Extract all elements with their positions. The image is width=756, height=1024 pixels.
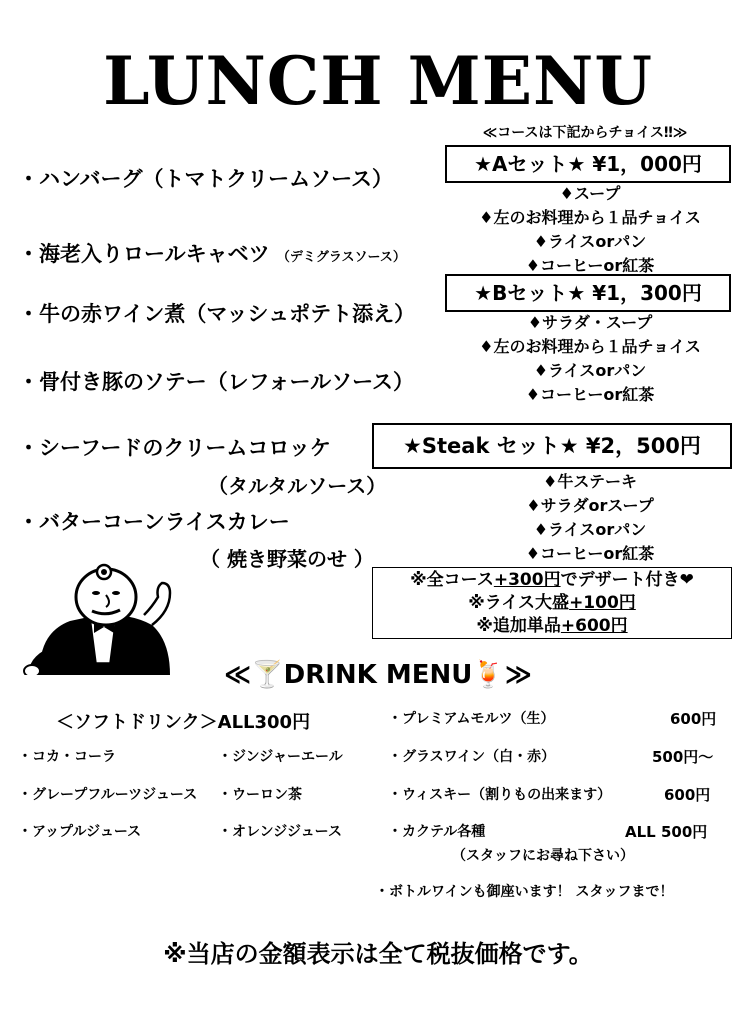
dish-sauce: （デミグラスソース） (276, 250, 406, 265)
extra-single-item (373, 615, 731, 638)
cocktail-note: （スタッフにお尋ね下さい） (452, 848, 634, 864)
extra-dessert (373, 569, 731, 592)
set-item: ♦コーヒーor紅茶 (525, 385, 655, 404)
dish-seafood-croquette (18, 432, 331, 462)
alcohol-item-name: ・ウィスキー（割りもの出来ます） (388, 787, 612, 803)
set-item: ♦ライスorパン (533, 520, 647, 539)
set-item: ♦左のお料理から１品チョイス (479, 337, 701, 356)
set-item: ♦ライスorパン (533, 361, 647, 380)
extra-price: +300円 (493, 570, 561, 590)
extra-large-rice (373, 592, 731, 615)
dish-pork-saute (18, 366, 414, 396)
set-steak-box (372, 423, 732, 469)
alcohol-item-name: ・プレミアムモルツ（生） (388, 711, 555, 727)
set-item: ♦スープ (559, 184, 621, 203)
set-b-box (445, 274, 731, 312)
dish-hamburg (18, 163, 393, 193)
alcohol-item-price: ALL 500円 (625, 823, 708, 841)
extra-price: +600円 (560, 616, 628, 636)
extra-price: +100円 (569, 593, 636, 613)
bottle-wine-note: ・ボトルワインも御座います！ スタッフまで！ (375, 884, 674, 900)
page-title: LUNCH MENU (103, 42, 653, 120)
alcohol-item-name: ・カクテル各種 (388, 824, 486, 840)
extra-text: でデザート付き❤ (560, 570, 694, 590)
extra-text: ※全コース (410, 570, 494, 590)
set-a-box (445, 145, 731, 183)
set-a-label: ★Aセット★ ¥1，000円 (474, 152, 702, 176)
dish-grilled-vegetables: （ 焼き野菜のせ ） (200, 547, 374, 571)
dish-name: ・骨付き豚のソテー（レフォールソース） (18, 370, 415, 394)
soft-drink-item: ・ウーロン茶 (218, 787, 302, 803)
dish-cabbage-roll (18, 238, 406, 268)
soft-drink-header: ＜ソフトドリンク＞ALL300円 (56, 712, 311, 733)
dish-tartar-sauce: （タルタルソース） (208, 474, 387, 498)
set-a-items (440, 182, 740, 278)
soft-drink-item: ・ジンジャーエール (218, 749, 343, 765)
soft-drink-item: ・コカ・コーラ (18, 749, 116, 765)
set-item: ♦コーヒーor紅茶 (525, 544, 655, 563)
set-item: ♦コーヒーor紅茶 (525, 256, 655, 275)
dish-name: ・シーフードのクリームコロッケ (18, 436, 331, 460)
dish-butter-corn-curry (18, 506, 290, 536)
set-item: ♦サラダ・スープ (527, 313, 653, 332)
course-choice-note: ≪コースは下記からチョイス‼≫ (482, 125, 688, 141)
dish-name: ・ハンバーグ（トマトクリームソース） (18, 167, 394, 191)
set-steak-label: ★Steak セット★ ¥2，500円 (403, 434, 701, 458)
set-item: ♦左のお料理から１品チョイス (479, 208, 701, 227)
waiter-illustration (20, 563, 200, 675)
set-item: ♦ライスorパン (533, 232, 647, 251)
extras-box (372, 567, 732, 639)
extra-text: ※ライス大盛 (468, 593, 570, 613)
alcohol-item-price: 500円～ (652, 748, 714, 766)
soft-drink-item: ・アップルジュース (18, 824, 142, 840)
tax-notice: ※当店の金額表示は全て税抜価格です。 (163, 940, 593, 968)
set-item: ♦サラダorスープ (526, 496, 654, 515)
alcohol-item-price: 600円 (664, 786, 711, 804)
extra-text: ※追加単品 (476, 616, 561, 636)
set-b-label: ★Bセット★ ¥1，300円 (474, 281, 702, 305)
soft-drink-item: ・グレープフルーツジュース (18, 787, 198, 803)
set-steak-items (440, 470, 740, 566)
dish-name: ・牛の赤ワイン煮（マッシュポテト添え） (18, 302, 416, 326)
dish-name: ・海老入りロールキャベツ (18, 242, 270, 266)
drink-menu-title: ≪🍸DRINK MENU🍹≫ (224, 660, 532, 690)
dish-beef-wine (18, 298, 415, 328)
set-b-items (440, 311, 740, 407)
set-item: ♦牛ステーキ (542, 472, 638, 491)
alcohol-item-price: 600円 (670, 710, 717, 728)
alcohol-item-name: ・グラスワイン（白・赤） (388, 749, 556, 765)
dish-name: ・バターコーンライスカレー (18, 510, 290, 534)
soft-drink-item: ・オレンジジュース (218, 824, 342, 840)
